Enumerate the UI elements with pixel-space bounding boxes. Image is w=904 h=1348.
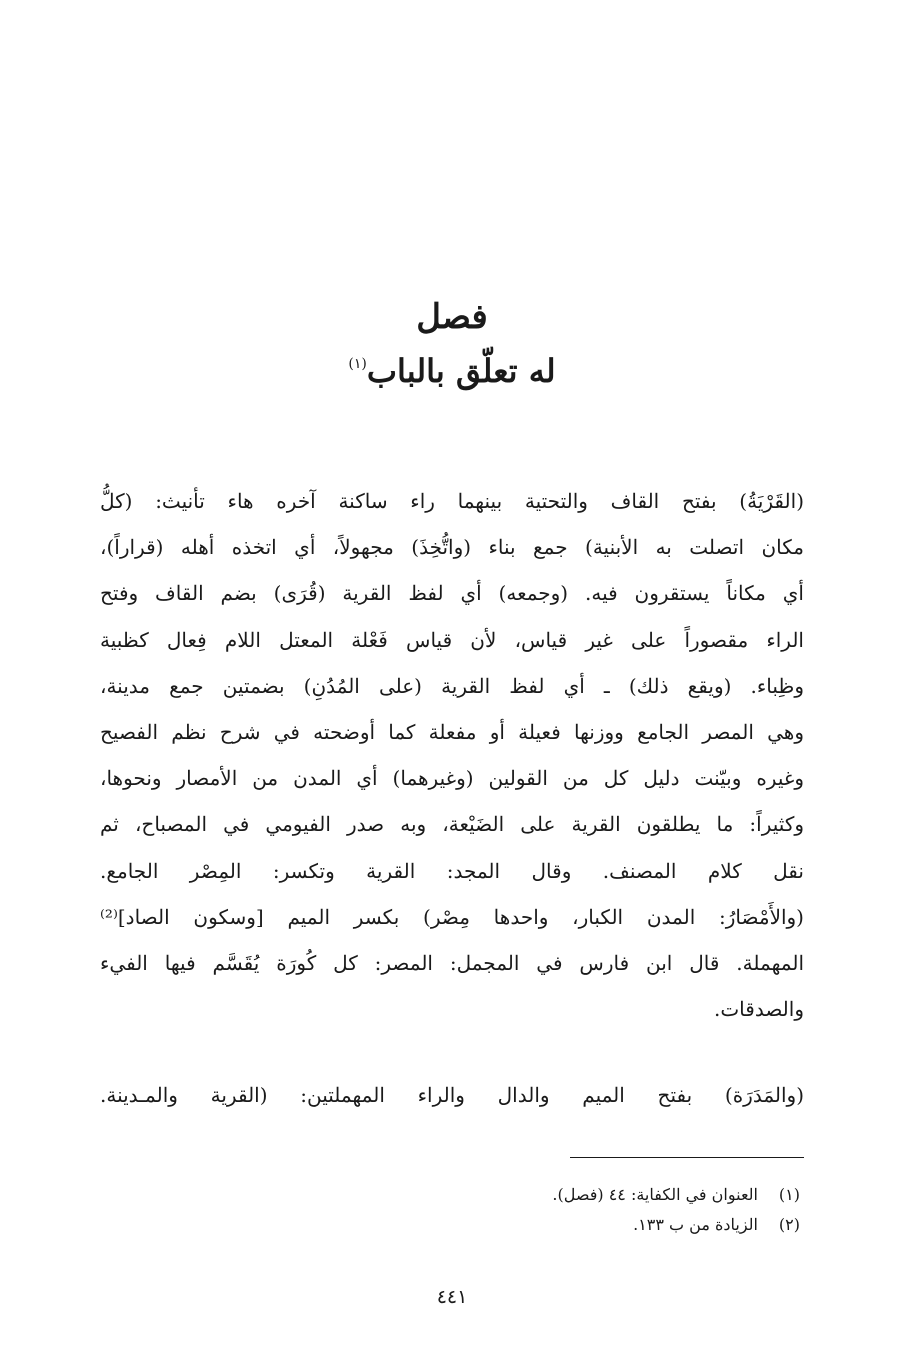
footnote-number: (١) — [778, 1185, 800, 1204]
footnote-text: العنوان في الكفاية: ٤٤ (فصل). — [552, 1185, 758, 1204]
page-number-text: ٤٤١ — [436, 1286, 468, 1308]
text-line: الراء مقصوراً على غير قياس، لأن قياس فَعْلة المعتل اللام فِعال كظبية — [100, 627, 804, 652]
chapter-subheading — [0, 352, 904, 390]
text-line: (والمَدَرَة) بفتح الميم والدال والراء المهملتين: (القرية والمـدينة. — [100, 1083, 804, 1107]
chapter-subheading-text: له تعلّق بالباب — [366, 352, 556, 390]
text-line: (والأَمْصَارُ: المدن الكبار، واحدها مِصْر) بكسر الميم [وسكون الصاد]⁽²⁾ — [100, 904, 804, 929]
text-line: وهي المصر الجامع ووزنها فعيلة أو مفعلة كما أوضحته في شرح نظم الفصيح — [100, 719, 804, 744]
text-line: وغيره وبيّنت دليل كل من القولين (وغيرهما) أي المدن من الأمصار ونحوها، — [100, 766, 804, 791]
footnotes — [200, 1180, 800, 1240]
text-line: نقل كلام المصنف. وقال المجد: القرية وتكسر: المِصْر الجامع. — [100, 858, 804, 883]
text-line: أي مكاناً يستقرون فيه. (وجمعه) أي لفظ القرية (قُرَى) بضم القاف وفتح — [100, 581, 804, 606]
main-paragraph — [100, 478, 804, 1032]
text-line: المهملة. قال ابن فارس في المجمل: المصر: كل كُورَة يُقَسَّم فيها الفيء — [100, 950, 804, 975]
second-paragraph — [100, 1072, 804, 1118]
text-line: (القَرْيَةُ) بفتح القاف والتحتية بينهما راء ساكنة آخره هاء تأنيث: (كلُّ — [100, 489, 804, 513]
footnote-divider — [570, 1157, 804, 1158]
text-line: وكثيراً: ما يطلقون القرية على الضَيْعة، وبه صدر الفيومي في المصباح، ثم — [100, 812, 804, 837]
chapter-heading — [0, 297, 904, 337]
chapter-heading-text: فصل — [416, 297, 488, 337]
footnote-item — [200, 1180, 800, 1210]
page-number — [0, 1286, 904, 1308]
text-line: والصدقات. — [714, 997, 804, 1022]
footnote-item — [200, 1210, 800, 1240]
footnote-text: الزيادة من ب ١٣٣. — [633, 1215, 758, 1234]
footnote-number: (٢) — [778, 1215, 800, 1234]
footnote-reference: (١) — [348, 356, 367, 372]
text-line: وظِباء. (ويقع ذلك) ـ أي لفظ القرية (على المُدُنِ) بضمتين جمع مدينة، — [100, 673, 804, 698]
text-line: مكان اتصلت به الأبنية) جمع بناء (واتُّخِذَ) مجهولاً، أي اتخذه أهله (قراراً)، — [100, 535, 804, 560]
